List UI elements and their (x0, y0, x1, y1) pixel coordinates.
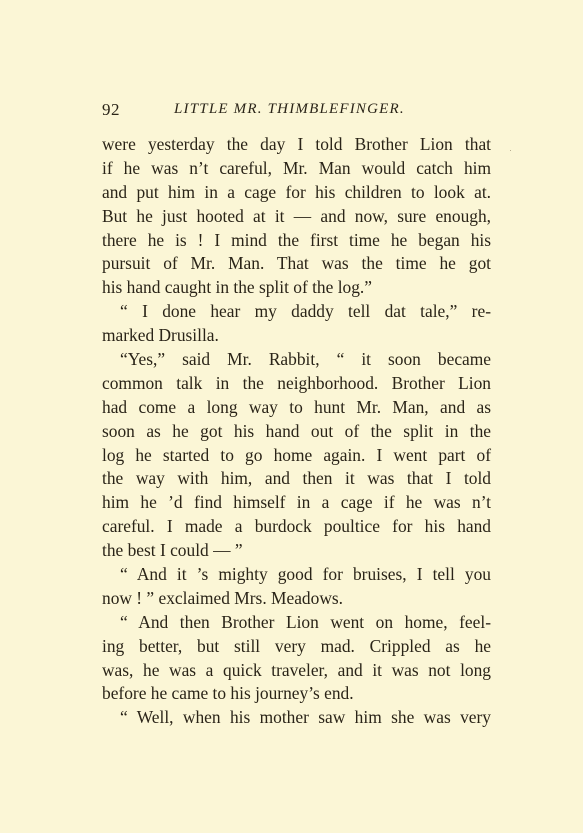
body-text (102, 133, 491, 730)
text-line: But he just hooted at it — and now, sure enough, (102, 205, 491, 226)
running-title: LITTLE MR. THIMBLEFINGER. (174, 101, 405, 117)
text-line: “Yes,” said Mr. Rabbit, “ it soon became (120, 349, 491, 370)
text-line: him he ’d find himself in a cage if he was n’t (102, 492, 491, 513)
text-line: marked Drusilla. (102, 325, 219, 346)
page-header (102, 100, 492, 122)
text-line: common talk in the neighborhood. Brother Lion (102, 372, 491, 393)
text-line: before he came to his journey’s end. (102, 683, 354, 704)
text-line: the best I could — ” (102, 540, 243, 561)
text-line: were yesterday the day I told Brother Lion that (102, 134, 491, 154)
text-line: there he is ! I mind the first time he began his (102, 229, 491, 250)
text-line: “ And it ’s mighty good for bruises, I tell you (120, 564, 491, 585)
text-line: soon as he got his hand out of the split in the (102, 420, 491, 441)
text-line: had come a long way to hunt Mr. Man, and as (102, 396, 491, 417)
text-line: pursuit of Mr. Man. That was the time he got (102, 253, 491, 274)
page-number: 92 (102, 100, 120, 119)
text-line: careful. I made a burdock poultice for his hand (102, 516, 491, 537)
text-line: “ I done hear my daddy tell dat tale,” re- (120, 301, 491, 322)
text-line: “ Well, when his mother saw him she was very (120, 707, 491, 728)
text-line: the way with him, and then it was that I told (102, 468, 491, 489)
text-line: now ! ” exclaimed Mrs. Meadows. (102, 587, 343, 608)
text-line: ing better, but still very mad. Crippled as he (102, 635, 491, 656)
text-line: and put him in a cage for his children to look at. (102, 181, 491, 202)
text-line: if he was n’t careful, Mr. Man would catch him (102, 157, 491, 178)
paper-speck (510, 150, 511, 151)
text-line: his hand caught in the split of the log.” (102, 277, 372, 298)
text-line: was, he was a quick traveler, and it was not long (102, 659, 491, 680)
text-line: “ And then Brother Lion went on home, feel- (120, 611, 491, 632)
text-line: log he started to go home again. I went part of (102, 444, 491, 465)
